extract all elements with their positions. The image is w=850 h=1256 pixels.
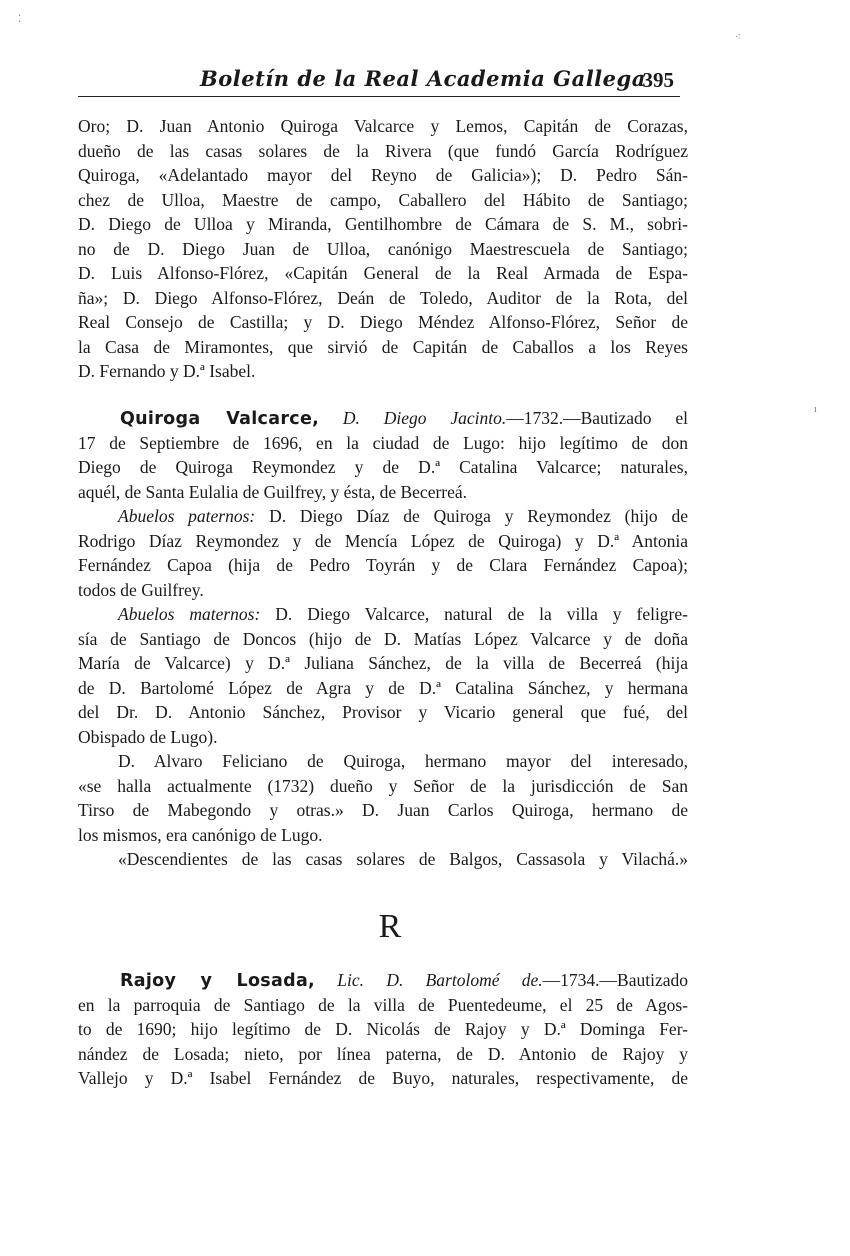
entry-quiroga-valcarce (78, 406, 688, 872)
paternal-grandparents-line (78, 504, 688, 529)
text-line: dueño de las casas solares de la Rivera (que fundó García Rodríguez (78, 140, 688, 161)
scan-speck-icon: ⁚ (18, 14, 22, 25)
text-line: Rodrigo Díaz Reymondez y de Mencía López de Quiroga) y D.ª Antonia (78, 530, 688, 551)
entry-title: D. Diego Jacinto. (342, 408, 507, 428)
entry-date-text: —1732.—Bautizado el (506, 408, 689, 428)
text-line: D. Alvaro Feliciano de Quiroga, hermano mayor del interesado, (118, 751, 688, 771)
entry-name: Rajoy y Losada, (120, 971, 316, 991)
text-line: María de Valcarce) y D.ª Juliana Sánchez, de la villa de Becerreá (hija (78, 653, 688, 673)
text-line: no de D. Diego Juan de Ulloa, canónigo Maestrescuela de Santiago; (78, 238, 688, 259)
text-line: del Dr. D. Antonio Sánchez, Provisor y Vicario general que fué, del (78, 702, 688, 722)
paternal-text: D. Diego Díaz de Quiroga y Reymondez (hijo de (269, 506, 688, 526)
text-line: to de 1690; hijo legítimo de D. Nicolás de Rajoy y D.ª Dominga Fer- (78, 1019, 688, 1039)
text-line: Diego de Quiroga Reymondez y de D.ª Catalina Valcarce; naturales, (78, 457, 688, 477)
maternal-text: D. Diego Valcarce, natural de la villa y feligre- (275, 604, 688, 624)
entry-heading-line (78, 968, 688, 993)
section-letter: R (378, 908, 402, 945)
page-header (78, 66, 680, 97)
running-title: Boletín de la Real Academia Gallega (200, 66, 646, 91)
text-line: Obispado de Lugo). (78, 726, 218, 747)
text-line: aquél, de Santa Eulalia de Guilfrey, y ésta, de Becerreá. (78, 481, 468, 502)
maternal-grandparents-line (78, 602, 688, 627)
text-line: Vallejo y D.ª Isabel Fernández de Buyo, naturales, respectivamente, de (78, 1068, 688, 1088)
page-number: 395 (642, 68, 674, 92)
entry-name: Quiroga Valcarce, (120, 409, 320, 429)
scan-speck-icon: ⁖ (735, 32, 741, 43)
text-line: D. Diego de Ulloa y Miranda, Gentilhombre de Cámara de S. M., sobri- (78, 214, 688, 234)
text-line: chez de Ulloa, Maestre de campo, Caballero del Hábito de Santiago; (78, 189, 688, 210)
text-line: «se halla actualmente (1732) dueño y Señor de la jurisdicción de San (78, 775, 688, 796)
text-line: D. Luis Alfonso-Flórez, «Capitán General de la Real Armada de Espa- (78, 263, 688, 283)
text-line: Quiroga, «Adelantado mayor del Reyno de Galicia»); D. Pedro Sán- (78, 165, 688, 185)
text-line: nández de Losada; nieto, por línea paterna, de D. Antonio de Rajoy y (78, 1043, 688, 1064)
text-line: D. Fernando y D.ª Isabel. (78, 361, 256, 381)
entry-heading-line (78, 406, 688, 431)
text-line: Tirso de Mabegondo y otras.» D. Juan Carlos Quiroga, hermano de (78, 800, 688, 820)
text-line: 17 de Septiembre de 1696, en la ciudad de Lugo: hijo legítimo de don (78, 432, 688, 453)
text-line: sía de Santiago de Doncos (hijo de D. Matías López Valcarce y de doña (78, 628, 688, 649)
entry-rajoy-losada (78, 968, 688, 1091)
text-line: en la parroquia de Santiago de la villa de Puentedeume, el 25 de Agos- (78, 994, 688, 1015)
text-line: Fernández Capoa (hija de Pedro Toyrán y de Clara Fernández Capoa); (78, 555, 688, 575)
paternal-label: Abuelos paternos: (118, 506, 256, 526)
quote-line: «Descendientes de las casas solares de Balgos, Cassasola y Vilachá.» (118, 849, 688, 869)
maternal-label: Abuelos maternos: (118, 604, 261, 624)
text-line: Oro; D. Juan Antonio Quiroga Valcarce y Lemos, Capitán de Corazas, (78, 116, 688, 136)
text-line: la Casa de Miramontes, que sirvió de Capitán de Caballos a los Reyes (78, 336, 688, 357)
text-line: de D. Bartolomé López de Agra y de D.ª Catalina Sánchez, y hermana (78, 677, 688, 698)
entry-title: Lic. D. Bartolomé de. (337, 970, 543, 990)
text-line: los mismos, era canónigo de Lugo. (78, 824, 323, 845)
text-line: ña»; D. Diego Alfonso-Flórez, Deán de Toledo, Auditor de la Rota, del (78, 287, 688, 308)
continuation-paragraph (78, 114, 688, 384)
entry-date-text: —1734.—Bautizado (542, 970, 688, 990)
text-line: todos de Guilfrey. (78, 579, 204, 600)
scan-speck-icon: ı (814, 404, 817, 415)
text-line: Real Consejo de Castilla; y D. Diego Méndez Alfonso-Flórez, Señor de (78, 312, 688, 332)
